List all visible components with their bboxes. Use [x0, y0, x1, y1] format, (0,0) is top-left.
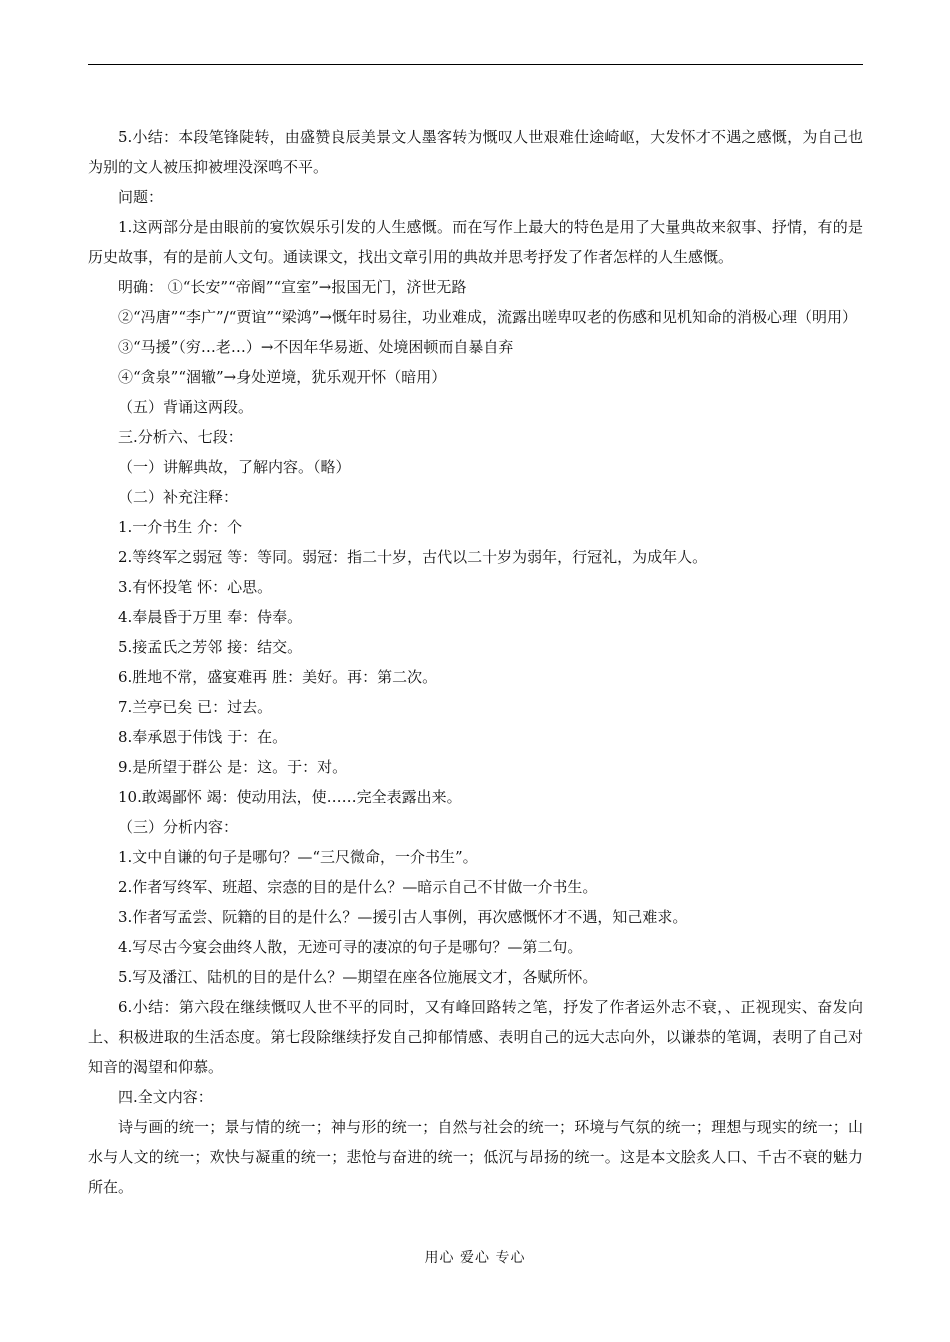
- analysis-summary: 6.小结：第六段在继续慨叹人世不平的同时，又有峰回路转之笔，抒发了作者运外志不衰，、正视现实、奋发向上、积极进取的生活态度。第七段除继续抒发自己抑郁情感、表明自己的远大志向外，以谦恭的笔调，表明了自己对知音的渴望和仰慕。: [88, 998, 863, 1076]
- section-heading-4: 四.全文内容：: [118, 1088, 213, 1106]
- annotation-item: 10.敢竭鄙怀 竭：使动用法，使……完全表露出来。: [118, 788, 462, 806]
- analysis-item: 3.作者写孟尝、阮籍的目的是什么？—援引古人事例，再次感慨怀才不遇，知己难求。: [118, 908, 688, 926]
- annotation-item: 3.有怀投笔 怀：心思。: [118, 578, 273, 596]
- answer-line-1: 明确： ①“长安”“帝阍”“宣室”→报国无门，济世无路: [118, 278, 467, 296]
- analysis-item: 1.文中自谦的句子是哪句？—“三尺微命，一介书生”。: [118, 848, 478, 866]
- summary-paragraph: 5.小结：本段笔锋陡转，由盛赞良辰美景文人墨客转为慨叹人世艰难仕途崎岖，大发怀才不遇之感慨，为自己也为别的文人被压抑被埋没深鸣不平。: [88, 128, 863, 176]
- analysis-item: 2.作者写终军、班超、宗悫的目的是什么？—暗示自己不甘做一介书生。: [118, 878, 598, 896]
- annotation-item: 1.一介书生 介：个: [118, 518, 243, 536]
- page-footer: 用心 爱心 专心: [424, 1250, 526, 1266]
- question-heading: 问题：: [118, 188, 164, 206]
- question-1: 1.这两部分是由眼前的宴饮娱乐引发的人生感慨。而在写作上最大的特色是用了大量典故来叙事、抒情，有的是历史故事，有的是前人文句。通读课文，找出文章引用的典故并思考抒发了作者怎样的人生感慨。: [88, 218, 863, 266]
- recite-note: （五）背诵这两段。: [118, 398, 254, 416]
- document-body: [88, 122, 863, 1202]
- annotation-item: 5.接孟氏之芳邻 接：结交。: [118, 638, 303, 656]
- header-rule: [88, 64, 863, 65]
- annotation-item: 7.兰亭已矣 已：过去。: [118, 698, 273, 716]
- annotation-item: 2.等终军之弱冠 等：等同。弱冠：指二十岁，古代以二十岁为弱年，行冠礼，为成年人。: [118, 548, 708, 566]
- answer-line-2: ②“冯唐”“李广”/“贾谊”“梁鸿”→慨年时易往，功业难成，流露出嗟卑叹老的伤感和见机知命的消极心理（明用）: [118, 308, 857, 326]
- analysis-item: 4.写尽古今宴会曲终人散，无迹可寻的凄凉的句子是哪句？—第二句。: [118, 938, 583, 956]
- annotation-item: 8.奉承恩于伟饯 于：在。: [118, 728, 288, 746]
- analysis-item: 5.写及潘江、陆机的目的是什么？—期望在座各位施展文才，各赋所怀。: [118, 968, 598, 986]
- subheading-3: （三）分析内容：: [118, 818, 239, 836]
- subheading-1: （一）讲解典故，了解内容。（略）: [118, 458, 351, 476]
- section-heading-3: 三.分析六、七段：: [118, 428, 243, 446]
- answer-line-4: ④“贪泉”“涸辙”→身处逆境，犹乐观开怀（暗用）: [118, 368, 447, 386]
- full-text-summary: 诗与画的统一；景与情的统一；神与形的统一；自然与社会的统一；环境与气氛的统一；理想与现实的统一；山水与人文的统一；欢快与凝重的统一；悲怆与奋进的统一；低沉与昂扬的统一。这是本文脍炙人口、千古不衰的魅力所在。: [88, 1118, 863, 1196]
- subheading-2: （二）补充注释：: [118, 488, 239, 506]
- answer-line-3: ③“马援”（穷…老…）→不因年华易逝、处境困顿而自暴自弃: [118, 338, 514, 356]
- annotation-item: 9.是所望于群公 是：这。于：对。: [118, 758, 348, 776]
- annotation-item: 6.胜地不常，盛宴难再 胜：美好。再：第二次。: [118, 668, 438, 686]
- annotation-item: 4.奉晨昏于万里 奉：侍奉。: [118, 608, 303, 626]
